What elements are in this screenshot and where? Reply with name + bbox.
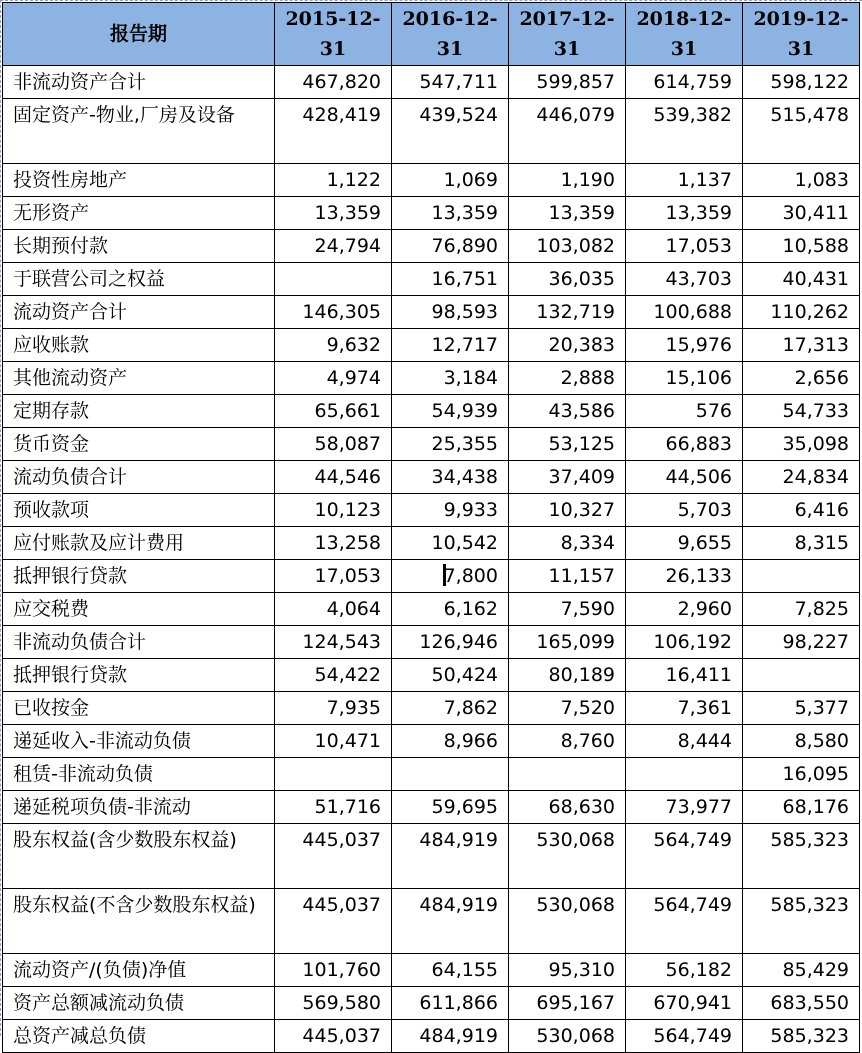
value-cell: 467,820 [275,66,392,99]
table-row [3,659,860,692]
value-cell: 13,359 [626,197,743,230]
value-cell: 564,749 [626,889,743,954]
balance-sheet-table [2,2,860,1053]
value-cell: 106,192 [626,626,743,659]
table-row [3,626,860,659]
value-cell: 17,313 [743,329,860,362]
value-cell: 614,759 [626,66,743,99]
table-row [3,954,860,987]
table-row [3,230,860,263]
value-cell: 51,716 [275,791,392,824]
value-cell: 37,409 [509,461,626,494]
header-period-label: 报告期 [3,3,275,66]
value-cell: 10,542 [392,527,509,560]
value-cell: 44,546 [275,461,392,494]
value-cell: 12,717 [392,329,509,362]
value-cell: 25,355 [392,428,509,461]
value-cell: 95,310 [509,954,626,987]
row-label: 非流动负债合计 [3,626,275,659]
value-cell: 56,182 [626,954,743,987]
value-cell: 2,656 [743,362,860,395]
value-cell [275,758,392,791]
value-cell: 10,327 [509,494,626,527]
value-cell: 530,068 [509,1020,626,1053]
value-cell: 530,068 [509,889,626,954]
value-cell: 36,035 [509,263,626,296]
value-cell: 598,122 [743,66,860,99]
value-cell: 13,359 [392,197,509,230]
value-cell: 7,825 [743,593,860,626]
table-row [3,263,860,296]
value-cell: 10,471 [275,725,392,758]
value-cell: 6,416 [743,494,860,527]
row-label: 定期存款 [3,395,275,428]
table-row [3,164,860,197]
value-cell: 54,733 [743,395,860,428]
value-cell: 670,941 [626,987,743,1020]
table-row [3,428,860,461]
table-row [3,99,860,164]
value-cell: 17,053 [626,230,743,263]
value-cell: 564,749 [626,1020,743,1053]
value-cell [509,758,626,791]
header-period-2016: 2016-12-31 [392,3,509,66]
value-cell: 445,037 [275,824,392,889]
row-label: 流动资产/(负债)净值 [3,954,275,987]
row-label: 股东权益(含少数股东权益) [3,824,275,889]
value-text: 7,800 [443,565,498,587]
row-label: 递延税项负债-非流动 [3,791,275,824]
value-cell: 30,411 [743,197,860,230]
value-cell: 576 [626,395,743,428]
value-cell: 17,053 [275,560,392,593]
value-cell: 1,083 [743,164,860,197]
value-cell: 53,125 [509,428,626,461]
value-cell: 13,359 [275,197,392,230]
value-cell: 20,383 [509,329,626,362]
value-cell: 73,977 [626,791,743,824]
value-cell: 110,262 [743,296,860,329]
value-cell: 54,939 [392,395,509,428]
value-cell: 80,189 [509,659,626,692]
row-label: 无形资产 [3,197,275,230]
value-cell: 7,935 [275,692,392,725]
value-cell: 11,157 [509,560,626,593]
value-cell: 7,862 [392,692,509,725]
value-cell: 547,711 [392,66,509,99]
row-label: 资产总额减流动负债 [3,987,275,1020]
value-cell: 8,760 [509,725,626,758]
table-row [3,461,860,494]
value-cell: 16,411 [626,659,743,692]
value-cell: 599,857 [509,66,626,99]
value-cell: 101,760 [275,954,392,987]
value-cell: 34,438 [392,461,509,494]
value-cell: 85,429 [743,954,860,987]
value-cell: 44,506 [626,461,743,494]
row-label: 于联营公司之权益 [3,263,275,296]
value-cell: 1,137 [626,164,743,197]
value-cell: 59,695 [392,791,509,824]
header-row [3,3,860,66]
value-cell: 24,794 [275,230,392,263]
table-body [3,66,860,1053]
value-cell: 132,719 [509,296,626,329]
row-label: 抵押银行贷款 [3,659,275,692]
value-cell: 585,323 [743,1020,860,1053]
value-cell: 43,586 [509,395,626,428]
table-row [3,824,860,889]
row-label: 应付账款及应计费用 [3,527,275,560]
value-cell: 40,431 [743,263,860,296]
value-cell: 515,478 [743,99,860,164]
value-cell: 695,167 [509,987,626,1020]
value-cell: 4,064 [275,593,392,626]
row-label: 股东权益(不含少数股东权益) [3,889,275,954]
value-cell: 10,123 [275,494,392,527]
value-cell: 7,520 [509,692,626,725]
row-label: 流动资产合计 [3,296,275,329]
value-cell: 4,974 [275,362,392,395]
value-cell: 66,883 [626,428,743,461]
value-cell: 124,543 [275,626,392,659]
row-label: 流动负债合计 [3,461,275,494]
value-cell: 54,422 [275,659,392,692]
row-label: 其他流动资产 [3,362,275,395]
value-cell: 26,133 [626,560,743,593]
value-cell: 611,866 [392,987,509,1020]
table-row [3,329,860,362]
value-cell [626,758,743,791]
row-label: 已收按金 [3,692,275,725]
header-period-2015: 2015-12-31 [275,3,392,66]
value-cell [275,263,392,296]
value-cell: 98,227 [743,626,860,659]
value-cell: 165,099 [509,626,626,659]
value-cell: 7,361 [626,692,743,725]
value-cell: 564,749 [626,824,743,889]
value-cell: 58,087 [275,428,392,461]
table-row [3,197,860,230]
value-cell: 15,976 [626,329,743,362]
value-cell: 1,122 [275,164,392,197]
value-cell [392,560,509,593]
table-row [3,560,860,593]
row-label: 固定资产-物业,厂房及设备 [3,99,275,164]
table-row [3,296,860,329]
value-cell [743,659,860,692]
table-row [3,395,860,428]
value-cell: 8,966 [392,725,509,758]
value-cell: 683,550 [743,987,860,1020]
value-cell: 35,098 [743,428,860,461]
header-period-2017: 2017-12-31 [509,3,626,66]
value-cell: 146,305 [275,296,392,329]
table-row [3,692,860,725]
value-cell: 2,960 [626,593,743,626]
row-label: 长期预付款 [3,230,275,263]
row-label: 总资产减总负债 [3,1020,275,1053]
frame-left-border [0,0,1,1036]
value-cell: 9,933 [392,494,509,527]
row-label: 租赁-非流动负债 [3,758,275,791]
value-cell: 446,079 [509,99,626,164]
row-label: 货币资金 [3,428,275,461]
value-cell: 484,919 [392,824,509,889]
header-period-2019: 2019-12-31 [743,3,860,66]
value-cell: 98,593 [392,296,509,329]
value-cell: 2,888 [509,362,626,395]
value-cell: 7,590 [509,593,626,626]
row-label: 应交税费 [3,593,275,626]
value-cell: 530,068 [509,824,626,889]
value-cell: 8,580 [743,725,860,758]
row-label: 投资性房地产 [3,164,275,197]
value-cell: 1,069 [392,164,509,197]
value-cell: 445,037 [275,889,392,954]
value-cell: 64,155 [392,954,509,987]
value-cell: 5,703 [626,494,743,527]
value-cell: 126,946 [392,626,509,659]
table-row [3,725,860,758]
value-cell: 16,095 [743,758,860,791]
value-cell [392,758,509,791]
table-row [3,758,860,791]
value-cell: 484,919 [392,889,509,954]
value-cell: 539,382 [626,99,743,164]
value-cell: 428,419 [275,99,392,164]
value-cell: 3,184 [392,362,509,395]
value-cell: 8,444 [626,725,743,758]
table-row [3,791,860,824]
value-cell: 10,588 [743,230,860,263]
table-row [3,527,860,560]
value-cell: 68,630 [509,791,626,824]
header-period-2018: 2018-12-31 [626,3,743,66]
value-cell: 8,334 [509,527,626,560]
row-label: 递延收入-非流动负债 [3,725,275,758]
value-cell: 9,632 [275,329,392,362]
value-cell: 585,323 [743,889,860,954]
value-cell: 439,524 [392,99,509,164]
value-cell: 50,424 [392,659,509,692]
value-cell: 24,834 [743,461,860,494]
value-cell: 16,751 [392,263,509,296]
table-row [3,66,860,99]
value-cell: 9,655 [626,527,743,560]
row-label: 应收账款 [3,329,275,362]
table-row [3,987,860,1020]
table-row [3,889,860,954]
value-cell: 13,258 [275,527,392,560]
frame-top-border [0,0,862,1]
value-cell: 76,890 [392,230,509,263]
value-cell: 8,315 [743,527,860,560]
table-row [3,494,860,527]
value-cell: 569,580 [275,987,392,1020]
value-cell: 43,703 [626,263,743,296]
table-row [3,1020,860,1053]
value-cell: 445,037 [275,1020,392,1053]
table-row [3,593,860,626]
value-cell: 100,688 [626,296,743,329]
row-label: 抵押银行贷款 [3,560,275,593]
row-label: 非流动资产合计 [3,66,275,99]
row-label: 预收款项 [3,494,275,527]
value-cell: 68,176 [743,791,860,824]
value-cell: 6,162 [392,593,509,626]
table-row [3,362,860,395]
value-cell: 585,323 [743,824,860,889]
value-cell [743,560,860,593]
value-cell: 1,190 [509,164,626,197]
value-cell: 65,661 [275,395,392,428]
value-cell: 13,359 [509,197,626,230]
value-cell: 15,106 [626,362,743,395]
value-cell: 484,919 [392,1020,509,1053]
value-cell: 103,082 [509,230,626,263]
value-cell: 5,377 [743,692,860,725]
